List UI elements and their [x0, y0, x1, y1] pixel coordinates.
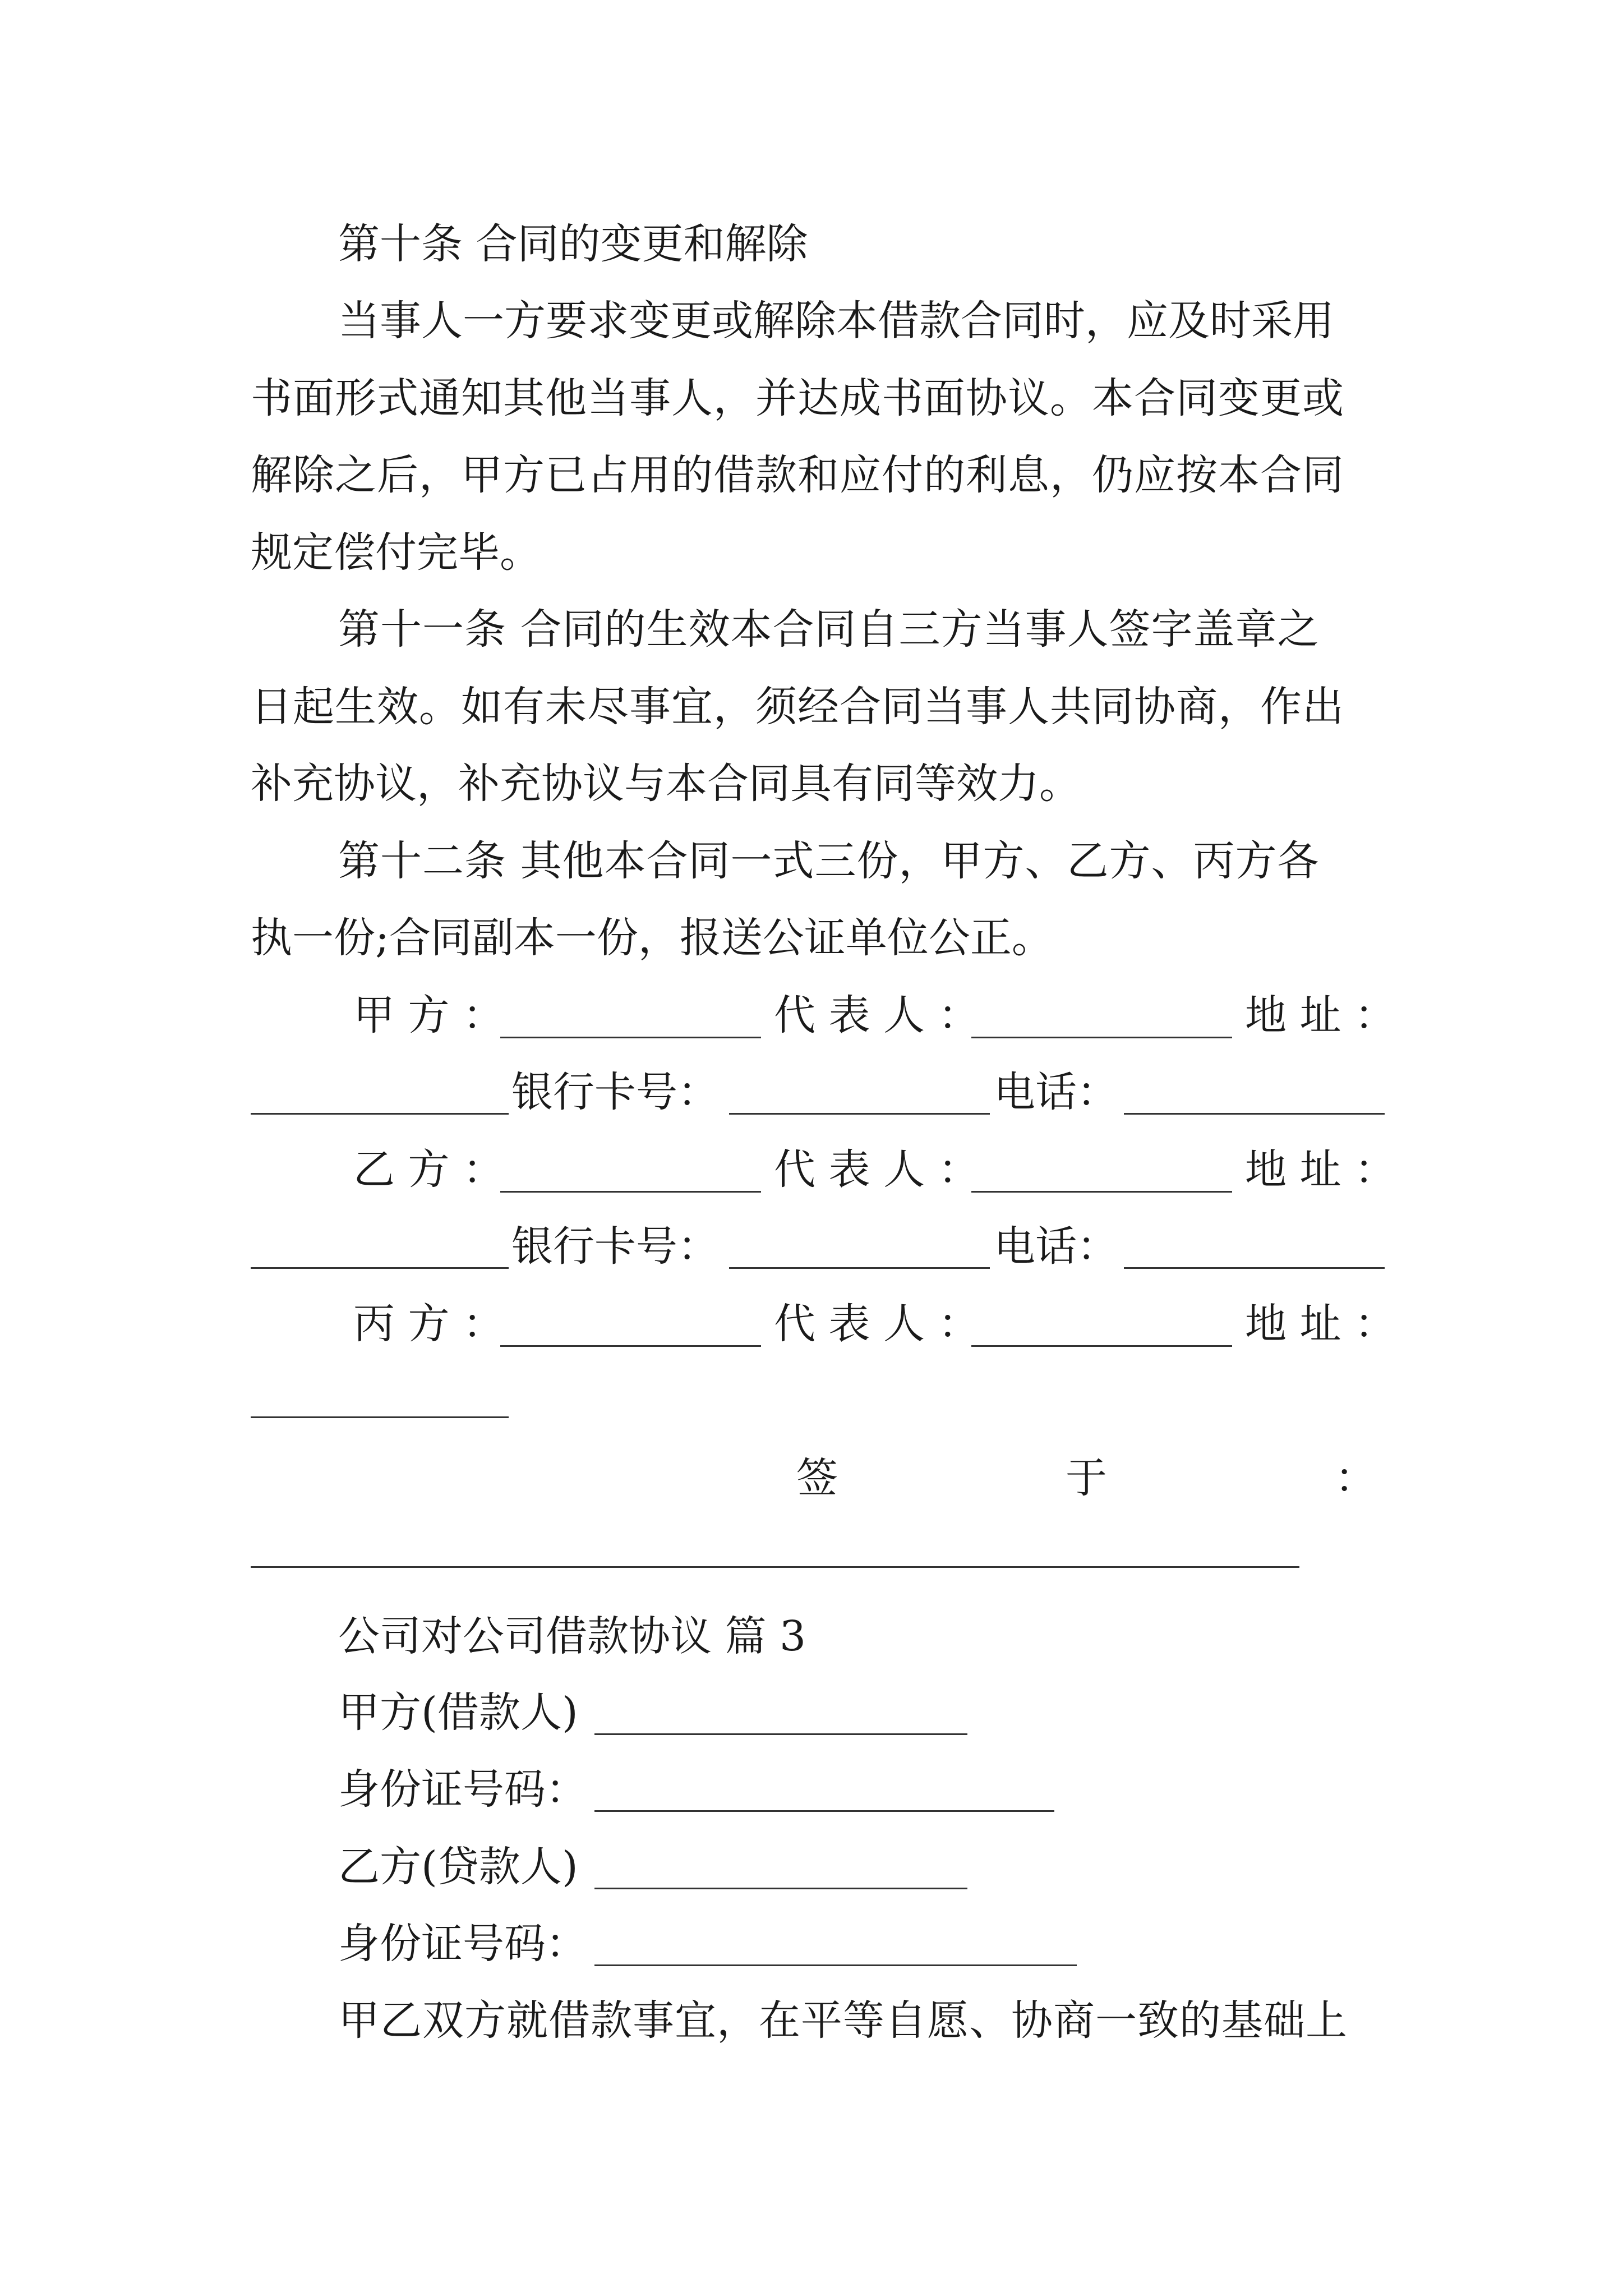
- party-a-label: 甲 方 ：: [353, 991, 505, 1039]
- party-c-rep-blank[interactable]: [971, 1306, 1232, 1347]
- article-11-line-3: 补充协议，补充协议与本合同具有同等效力。: [251, 760, 1081, 808]
- party-c-address-blank[interactable]: [251, 1377, 509, 1418]
- party-c-rep-label: 代 表 人 ：: [774, 1300, 980, 1348]
- lender-id-blank[interactable]: [594, 1925, 1077, 1966]
- article-10-line-4: 规定偿付完毕。: [251, 528, 541, 577]
- party-b-phone-blank[interactable]: [1124, 1228, 1385, 1269]
- article-10-line-2: 书面形式通知其他当事人，并达成书面协议。本合同变更或: [251, 374, 1344, 422]
- article-11-line-1: 第十一条 合同的生效本合同自三方当事人签字盖章之: [338, 605, 1320, 654]
- signed-at-colon: ：: [1335, 1454, 1376, 1502]
- article-10-line-3: 解除之后，甲方已占用的借款和应付的利息，仍应按本合同: [251, 451, 1344, 499]
- signed-at-char-2: 于: [1066, 1454, 1107, 1502]
- article-12-line-1: 第十二条 其他本合同一式三份，甲方、乙方、丙方各: [338, 837, 1320, 885]
- party-a-address-label: 地 址 ：: [1245, 991, 1396, 1039]
- signed-at-char-1: 签: [796, 1454, 838, 1502]
- party-b-label: 乙 方 ：: [353, 1145, 505, 1194]
- party-a-phone-label: 电话：: [994, 1068, 1118, 1116]
- party-a-name-blank[interactable]: [500, 997, 761, 1038]
- party-a-bank-blank[interactable]: [729, 1074, 990, 1115]
- party-a-address-blank[interactable]: [251, 1074, 509, 1115]
- section-3-intro: 甲乙双方就借款事宜，在平等自愿、协商一致的基础上: [338, 1996, 1348, 2045]
- article-11-line-2: 日起生效。如有未尽事宜，须经合同当事人共同协商，作出: [251, 683, 1344, 731]
- article-12-line-2: 执一份;合同副本一份，报送公证单位公正。: [251, 914, 1053, 962]
- borrower-id-label: 身份证号码：: [338, 1765, 587, 1814]
- article-10-title: 第十条 合同的变更和解除: [338, 220, 808, 268]
- party-b-rep-label: 代 表 人 ：: [774, 1145, 980, 1194]
- party-b-address-blank[interactable]: [251, 1228, 509, 1269]
- party-a-bank-label: 银行卡号：: [511, 1068, 719, 1116]
- borrower-id-blank[interactable]: [594, 1771, 1054, 1812]
- party-a-rep-label: 代 表 人 ：: [774, 991, 980, 1039]
- party-a-phone-blank[interactable]: [1124, 1074, 1385, 1115]
- party-c-address-label: 地 址 ：: [1245, 1300, 1396, 1348]
- party-b-bank-blank[interactable]: [729, 1228, 990, 1269]
- lender-label: 乙方(贷款人): [338, 1843, 578, 1891]
- lender-blank[interactable]: [594, 1848, 967, 1889]
- party-b-name-blank[interactable]: [500, 1152, 761, 1193]
- party-b-address-label: 地 址 ：: [1245, 1145, 1396, 1194]
- party-a-row: [353, 987, 504, 1043]
- borrower-label: 甲方(借款人): [338, 1688, 578, 1737]
- lender-id-label: 身份证号码：: [338, 1920, 587, 1968]
- signed-at-blank[interactable]: [251, 1527, 1299, 1568]
- party-b-rep-blank[interactable]: [971, 1152, 1232, 1193]
- article-10-line-1: 当事人一方要求变更或解除本借款合同时，应及时采用: [338, 297, 1334, 345]
- party-c-label: 丙 方 ：: [353, 1300, 505, 1348]
- party-a-rep-blank[interactable]: [971, 997, 1232, 1038]
- party-b-phone-label: 电话：: [994, 1222, 1118, 1271]
- section-3-title: 公司对公司借款协议 篇 3: [338, 1612, 806, 1660]
- borrower-blank[interactable]: [594, 1694, 967, 1735]
- party-c-name-blank[interactable]: [500, 1306, 761, 1347]
- party-b-bank-label: 银行卡号：: [511, 1222, 719, 1271]
